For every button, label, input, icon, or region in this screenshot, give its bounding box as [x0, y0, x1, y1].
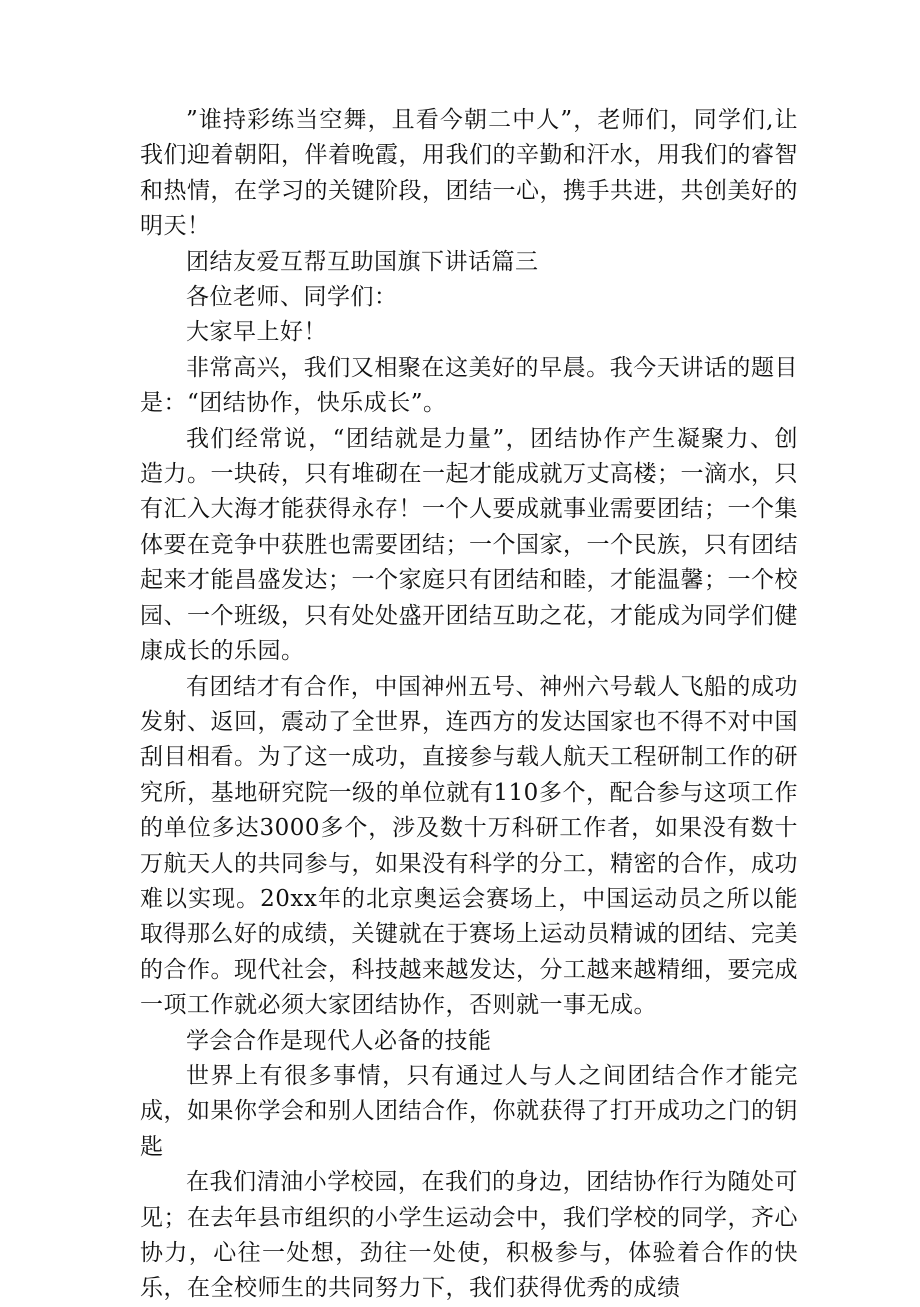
greeting: 大家早上好！ [186, 319, 327, 346]
paragraph-key-to-success: 世界上有很多事情，只有通过人与人之间团结合作才能完成，如果你学会和别人团结合作，你就获得了打开成功之门的钥匙 [140, 1062, 798, 1160]
subheading-cooperation-skill: 学会合作是现代人必备的技能 [186, 1027, 492, 1054]
paragraph-school-example: 在我们清油小学校园，在我们的身边，团结协作行为随处可见；在去年县市组织的小学生运动会中，我们学校的同学，齐心协力，心往一处想，劲往一处使，积极参与，体验着合作的快乐，在全校师生的共同努力下，我们获得优秀的成绩 [140, 1169, 798, 1302]
section-title: 团结友爱互帮互助国旗下讲话篇三 [186, 248, 539, 275]
paragraph-topic: 非常高兴，我们又相聚在这美好的早晨。我今天讲话的题目是：“团结协作，快乐成长”。 [140, 354, 798, 417]
paragraph-closing-previous: ”谁持彩练当空舞，且看今朝二中人”，老师们，同学们,让我们迎着朝阳，伴着晚霞，用我们的辛勤和汗水，用我们的睿智和热情，在学习的关键阶段，团结一心，携手共进，共创美好的明天！ [140, 107, 798, 240]
salutation: 各位老师、同学们： [186, 284, 398, 311]
paragraph-cooperation-example: 有团结才有合作，中国神州五号、神州六号载人飞船的成功发射、返回，震动了全世界，连西方的发达国家也不得不对中国刮目相看。为了这一成功，直接参与载人航天工程研制工作的研究所，基地研究院一级的单位就有110多个，配合参与这项工作的单位多达3000多个，涉及数十万科研工作者，如果没有数十万航天人的共同参与，如果没有科学的分工，精密的合作，成功难以实现。20xx年的北京奥运会赛场上，中国运动员之所以能取得那么好的成绩，关键就在于赛场上运动员精诚的团结、完美的合作。现代社会，科技越来越发达，分工越来越精细，要完成一项工作就必须大家团结协作，否则就一事无成。 [140, 673, 798, 1019]
paragraph-unity-power: 我们经常说，“团结就是力量”，团结协作产生凝聚力、创造力。一块砖，只有堆砌在一起才能成就万丈高楼；一滴水，只有汇入大海才能获得永存！一个人要成就事业需要团结；一个集体要在竞争中获胜也需要团结；一个国家，一个民族，只有团结起来才能昌盛发达；一个家庭只有团结和睦，才能温馨；一个校园、一个班级，只有处处盛开团结互助之花，才能成为同学们健康成长的乐园。 [140, 425, 798, 665]
document-body [140, 103, 798, 1307]
